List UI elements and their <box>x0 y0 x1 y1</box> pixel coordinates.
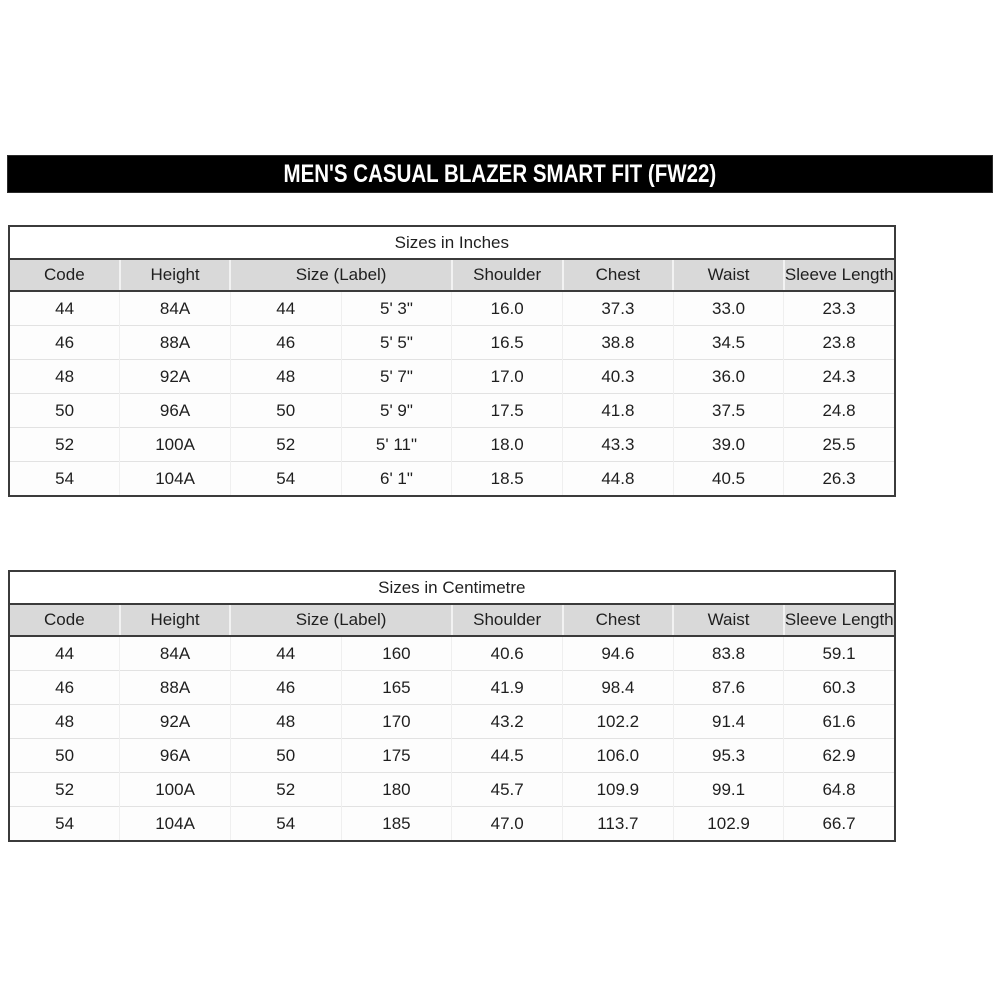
table-cell: 92A <box>120 360 231 394</box>
table-cell: 50 <box>230 394 341 428</box>
table-cell: 46 <box>230 326 341 360</box>
table-cell: 104A <box>120 462 231 497</box>
table-cell: 175 <box>341 739 452 773</box>
title-bar <box>7 155 993 193</box>
table-cell: 64.8 <box>784 773 895 807</box>
table-row <box>9 291 895 326</box>
table-cell: 23.8 <box>784 326 895 360</box>
column-header: Chest <box>563 259 674 291</box>
table-cell: 160 <box>341 636 452 671</box>
table-cell: 92A <box>120 705 231 739</box>
table-cell: 95.3 <box>673 739 784 773</box>
table-cell: 44 <box>230 636 341 671</box>
table-cell: 88A <box>120 671 231 705</box>
table-cell: 102.2 <box>563 705 674 739</box>
table-cell: 170 <box>341 705 452 739</box>
table-caption-row <box>9 226 895 259</box>
table-cell: 52 <box>9 773 120 807</box>
table-row <box>9 773 895 807</box>
table-cell: 34.5 <box>673 326 784 360</box>
table-body <box>9 636 895 841</box>
table-cell: 180 <box>341 773 452 807</box>
table-cell: 24.8 <box>784 394 895 428</box>
table-cell: 33.0 <box>673 291 784 326</box>
table-cell: 5' 5" <box>341 326 452 360</box>
table-cell: 84A <box>120 636 231 671</box>
table-cell: 26.3 <box>784 462 895 497</box>
table-row <box>9 807 895 842</box>
page-title: MEN'S CASUAL BLAZER SMART FIT (FW22) <box>283 159 717 188</box>
table-cell: 37.3 <box>563 291 674 326</box>
table-cell: 84A <box>120 291 231 326</box>
table-body <box>9 291 895 496</box>
table-cell: 5' 9" <box>341 394 452 428</box>
table-cell: 48 <box>9 705 120 739</box>
table-cell: 17.0 <box>452 360 563 394</box>
column-header: Shoulder <box>452 259 563 291</box>
table-cell: 40.6 <box>452 636 563 671</box>
table-cell: 44.8 <box>563 462 674 497</box>
table-cell: 6' 1" <box>341 462 452 497</box>
table-cell: 62.9 <box>784 739 895 773</box>
table-row <box>9 636 895 671</box>
table-header-row <box>9 259 895 291</box>
table-cell: 44.5 <box>452 739 563 773</box>
table-cell: 52 <box>9 428 120 462</box>
table-cell: 59.1 <box>784 636 895 671</box>
table-cell: 25.5 <box>784 428 895 462</box>
table-cell: 98.4 <box>563 671 674 705</box>
table-cell: 46 <box>9 671 120 705</box>
table-cell: 106.0 <box>563 739 674 773</box>
table-cell: 18.5 <box>452 462 563 497</box>
table-row <box>9 462 895 497</box>
table-cell: 94.6 <box>563 636 674 671</box>
table-cell: 46 <box>9 326 120 360</box>
table-cell: 165 <box>341 671 452 705</box>
table-cell: 5' 7" <box>341 360 452 394</box>
table-row <box>9 739 895 773</box>
table-cell: 5' 11" <box>341 428 452 462</box>
table-cell: 66.7 <box>784 807 895 842</box>
table-cell: 43.2 <box>452 705 563 739</box>
table-cell: 50 <box>9 394 120 428</box>
table-cell: 50 <box>9 739 120 773</box>
table-cell: 109.9 <box>563 773 674 807</box>
table-cell: 47.0 <box>452 807 563 842</box>
table-cell: 102.9 <box>673 807 784 842</box>
column-header: Shoulder <box>452 604 563 636</box>
table-caption: Sizes in Centimetre <box>9 571 895 604</box>
column-header: Size (Label) <box>230 259 451 291</box>
table-cell: 96A <box>120 739 231 773</box>
table-row <box>9 360 895 394</box>
table-cell: 40.5 <box>673 462 784 497</box>
table-cell: 50 <box>230 739 341 773</box>
table-cell: 100A <box>120 428 231 462</box>
table-cell: 48 <box>230 360 341 394</box>
table-cell: 185 <box>341 807 452 842</box>
table-cell: 100A <box>120 773 231 807</box>
column-header: Sleeve Length <box>784 259 895 291</box>
size-table-inches <box>8 225 896 497</box>
table-caption-row <box>9 571 895 604</box>
table-cell: 113.7 <box>563 807 674 842</box>
table-cell: 41.9 <box>452 671 563 705</box>
table-cell: 48 <box>9 360 120 394</box>
table-cell: 60.3 <box>784 671 895 705</box>
table-cell: 48 <box>230 705 341 739</box>
column-header: Size (Label) <box>230 604 451 636</box>
table-header-row <box>9 604 895 636</box>
table-cell: 16.5 <box>452 326 563 360</box>
column-header: Height <box>120 259 231 291</box>
table-cell: 40.3 <box>563 360 674 394</box>
table-cell: 24.3 <box>784 360 895 394</box>
column-header: Code <box>9 604 120 636</box>
table-cell: 23.3 <box>784 291 895 326</box>
table-row <box>9 394 895 428</box>
table-cell: 16.0 <box>452 291 563 326</box>
table-caption: Sizes in Inches <box>9 226 895 259</box>
table-row <box>9 671 895 705</box>
table-row <box>9 428 895 462</box>
table-cell: 44 <box>9 636 120 671</box>
table-cell: 54 <box>230 807 341 842</box>
column-header: Chest <box>563 604 674 636</box>
table-cell: 18.0 <box>452 428 563 462</box>
table-cell: 45.7 <box>452 773 563 807</box>
table-cell: 37.5 <box>673 394 784 428</box>
table-row <box>9 326 895 360</box>
table-cell: 44 <box>230 291 341 326</box>
table-cell: 5' 3" <box>341 291 452 326</box>
table-cell: 46 <box>230 671 341 705</box>
column-header: Code <box>9 259 120 291</box>
table-cell: 54 <box>230 462 341 497</box>
table-cell: 104A <box>120 807 231 842</box>
table-cell: 91.4 <box>673 705 784 739</box>
table-cell: 99.1 <box>673 773 784 807</box>
table-cell: 17.5 <box>452 394 563 428</box>
table-cell: 43.3 <box>563 428 674 462</box>
column-header: Height <box>120 604 231 636</box>
table-cell: 87.6 <box>673 671 784 705</box>
table-cell: 52 <box>230 773 341 807</box>
size-table-centimetre <box>8 570 896 842</box>
table-cell: 39.0 <box>673 428 784 462</box>
table-cell: 61.6 <box>784 705 895 739</box>
table-cell: 36.0 <box>673 360 784 394</box>
table-cell: 38.8 <box>563 326 674 360</box>
table-row <box>9 705 895 739</box>
table-cell: 44 <box>9 291 120 326</box>
column-header: Waist <box>673 259 784 291</box>
column-header: Sleeve Length <box>784 604 895 636</box>
table-cell: 52 <box>230 428 341 462</box>
table-cell: 54 <box>9 462 120 497</box>
table-cell: 88A <box>120 326 231 360</box>
column-header: Waist <box>673 604 784 636</box>
table-cell: 54 <box>9 807 120 842</box>
table-cell: 83.8 <box>673 636 784 671</box>
table-cell: 96A <box>120 394 231 428</box>
table-cell: 41.8 <box>563 394 674 428</box>
